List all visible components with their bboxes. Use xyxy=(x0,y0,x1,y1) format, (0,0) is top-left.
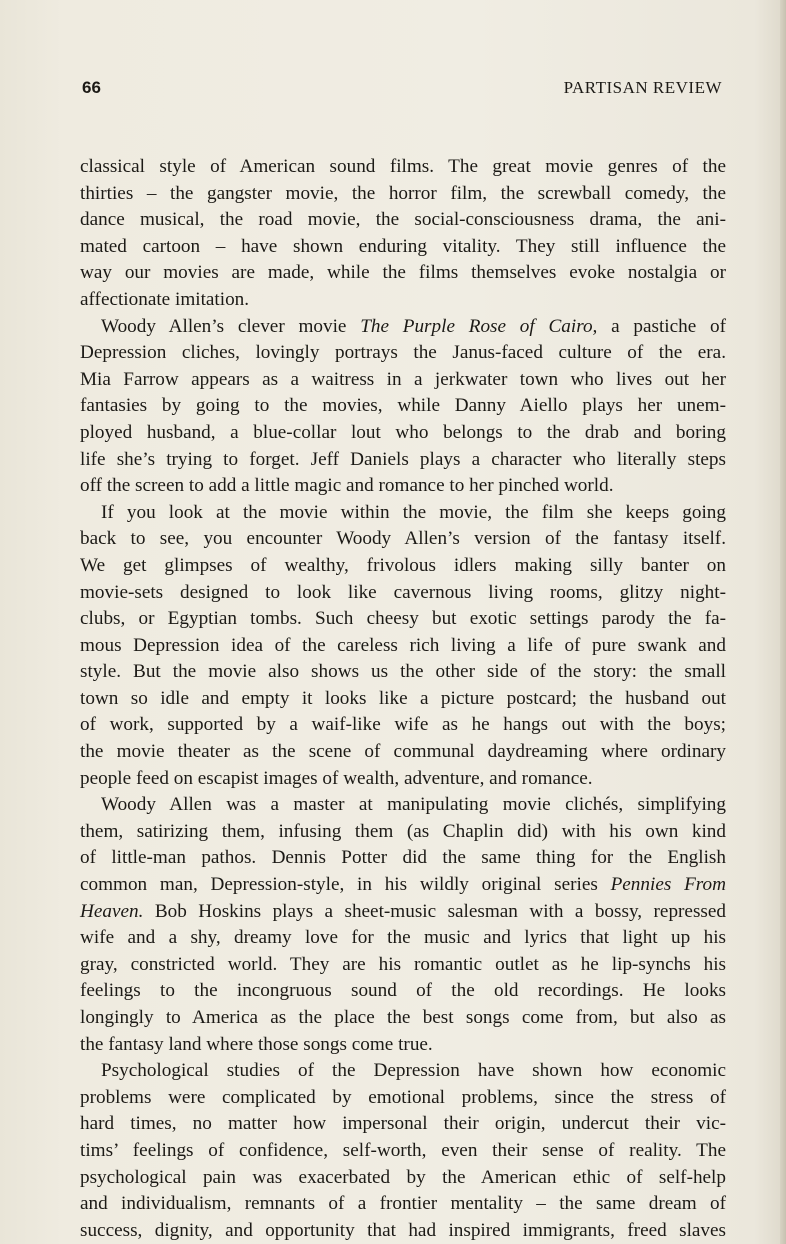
text-line xyxy=(80,580,726,607)
text-run: Mia Farrow appears as a waitress in a jerkwater town who lives out her xyxy=(80,368,726,390)
text-line xyxy=(80,1085,726,1112)
text-line xyxy=(80,1191,726,1218)
text-run: Woody Allen was a master at manipulating movie clichés, simplifying xyxy=(101,794,726,816)
text-line xyxy=(80,925,726,952)
italic-title: The Purple Rose of Cairo, xyxy=(360,315,598,337)
text-run: people feed on escapist images of wealth, adventure, and romance. xyxy=(80,767,593,789)
text-run: a pastiche of xyxy=(597,315,727,337)
text-line xyxy=(80,500,726,527)
text-line xyxy=(80,447,726,474)
text-line xyxy=(80,845,726,872)
text-line xyxy=(80,420,726,447)
text-run: psychological pain was exacerbated by the American ethic of self-help xyxy=(80,1166,726,1188)
running-head: PARTISAN REVIEW xyxy=(563,78,722,97)
text-line xyxy=(80,367,726,394)
text-run: gray, constricted world. They are his romantic outlet as he lip-synchs his xyxy=(80,953,726,975)
text-line xyxy=(80,1111,726,1138)
text-line xyxy=(80,952,726,979)
text-line xyxy=(80,154,726,181)
text-run: problems were complicated by emotional problems, since the stress of xyxy=(80,1086,726,1108)
text-line xyxy=(80,659,726,686)
text-line xyxy=(80,260,726,287)
page-edge xyxy=(780,0,786,1244)
text-run: way our movies are made, while the films themselves evoke nostalgia or xyxy=(80,262,726,284)
italic-title: Heaven. xyxy=(80,900,144,922)
text-run: thirties – the gangster movie, the horror film, the screwball comedy, the xyxy=(80,182,726,204)
text-run: the fantasy land where those songs come true. xyxy=(80,1033,433,1055)
italic-title: Pennies From xyxy=(610,874,726,896)
text-line xyxy=(80,1032,726,1059)
text-run: them, satirizing them, infusing them (as Chaplin did) with his own kind xyxy=(80,820,726,842)
text-run: Woody Allen’s clever movie xyxy=(101,315,361,337)
text-run: off the screen to add a little magic and romance to her pinched world. xyxy=(80,475,614,497)
text-run: Depression cliches, lovingly portrays the Janus-faced culture of the era. xyxy=(80,342,726,364)
text-run: common man, Depression-style, in his wildly original series xyxy=(80,874,611,896)
text-line xyxy=(80,872,726,899)
text-line xyxy=(80,712,726,739)
page-header xyxy=(82,78,722,104)
text-line xyxy=(80,181,726,208)
text-run: tims’ feelings of confidence, self-worth, even their sense of reality. The xyxy=(80,1139,726,1161)
text-line xyxy=(80,553,726,580)
body-text xyxy=(80,154,726,1244)
text-run: feelings to the incongruous sound of the old recordings. He looks xyxy=(80,980,726,1002)
text-line xyxy=(80,686,726,713)
text-run: fantasies by going to the movies, while Danny Aiello plays her unem- xyxy=(80,395,726,417)
text-run: success, dignity, and opportunity that had inspired immigrants, freed slaves xyxy=(80,1219,726,1241)
text-line xyxy=(80,340,726,367)
text-line xyxy=(80,314,726,341)
text-line xyxy=(80,819,726,846)
text-run: classical style of American sound films. The great movie genres of the xyxy=(80,156,726,177)
text-run: of work, supported by a waif-like wife as he hangs out with the boys; xyxy=(80,714,726,736)
text-run: back to see, you encounter Woody Allen’s version of the fantasy itself. xyxy=(80,528,726,550)
text-run: wife and a shy, dreamy love for the music and lyrics that light up his xyxy=(80,927,726,949)
text-line xyxy=(80,526,726,553)
text-run: life she’s trying to forget. Jeff Daniels plays a character who literally steps xyxy=(80,448,726,470)
text-run: of little-man pathos. Dennis Potter did the same thing for the English xyxy=(80,847,726,869)
text-line xyxy=(80,1165,726,1192)
text-line xyxy=(80,633,726,660)
text-run: If you look at the movie within the movie, the film she keeps going xyxy=(101,501,726,523)
text-line xyxy=(80,1218,726,1244)
text-line xyxy=(80,287,726,314)
text-line xyxy=(80,1005,726,1032)
text-run: clubs, or Egyptian tombs. Such cheesy but exotic settings parody the fa- xyxy=(80,608,726,630)
text-line xyxy=(80,978,726,1005)
text-run: dance musical, the road movie, the social-consciousness drama, the ani- xyxy=(80,209,726,231)
text-run: the movie theater as the scene of communal daydreaming where ordinary xyxy=(80,741,726,763)
text-line xyxy=(80,1138,726,1165)
text-run: affectionate imitation. xyxy=(80,288,250,310)
text-line xyxy=(80,393,726,420)
text-run: hard times, no matter how impersonal their origin, undercut their vic- xyxy=(80,1113,726,1135)
text-line xyxy=(80,766,726,793)
text-line xyxy=(80,606,726,633)
text-run: longingly to America as the place the best songs come from, but also as xyxy=(80,1007,726,1028)
text-run: ployed husband, a blue-collar lout who belongs to the drab and boring xyxy=(80,421,726,443)
text-run: style. But the movie also shows us the other side of the story: the small xyxy=(80,661,726,683)
text-run: town so idle and empty it looks like a picture postcard; the husband out xyxy=(80,687,726,709)
text-run: mous Depression idea of the careless rich living a life of pure swank and xyxy=(80,634,726,656)
text-run: mated cartoon – have shown enduring vitality. They still influence the xyxy=(80,235,726,257)
text-line xyxy=(80,207,726,234)
text-line xyxy=(80,792,726,819)
text-line xyxy=(80,899,726,926)
page-number: 66 xyxy=(82,78,101,97)
text-run: Bob Hoskins plays a sheet-music salesman with a bossy, repressed xyxy=(143,900,726,922)
text-line xyxy=(80,473,726,500)
text-line xyxy=(80,739,726,766)
text-line xyxy=(80,1058,726,1085)
text-run: We get glimpses of wealthy, frivolous idlers making silly banter on xyxy=(80,554,726,576)
text-run: and individualism, remnants of a frontier mentality – the same dream of xyxy=(80,1193,726,1215)
text-run: Psychological studies of the Depression have shown how economic xyxy=(101,1060,726,1082)
text-run: movie-sets designed to look like cavernous living rooms, glitzy night- xyxy=(80,581,726,603)
text-line xyxy=(80,234,726,261)
